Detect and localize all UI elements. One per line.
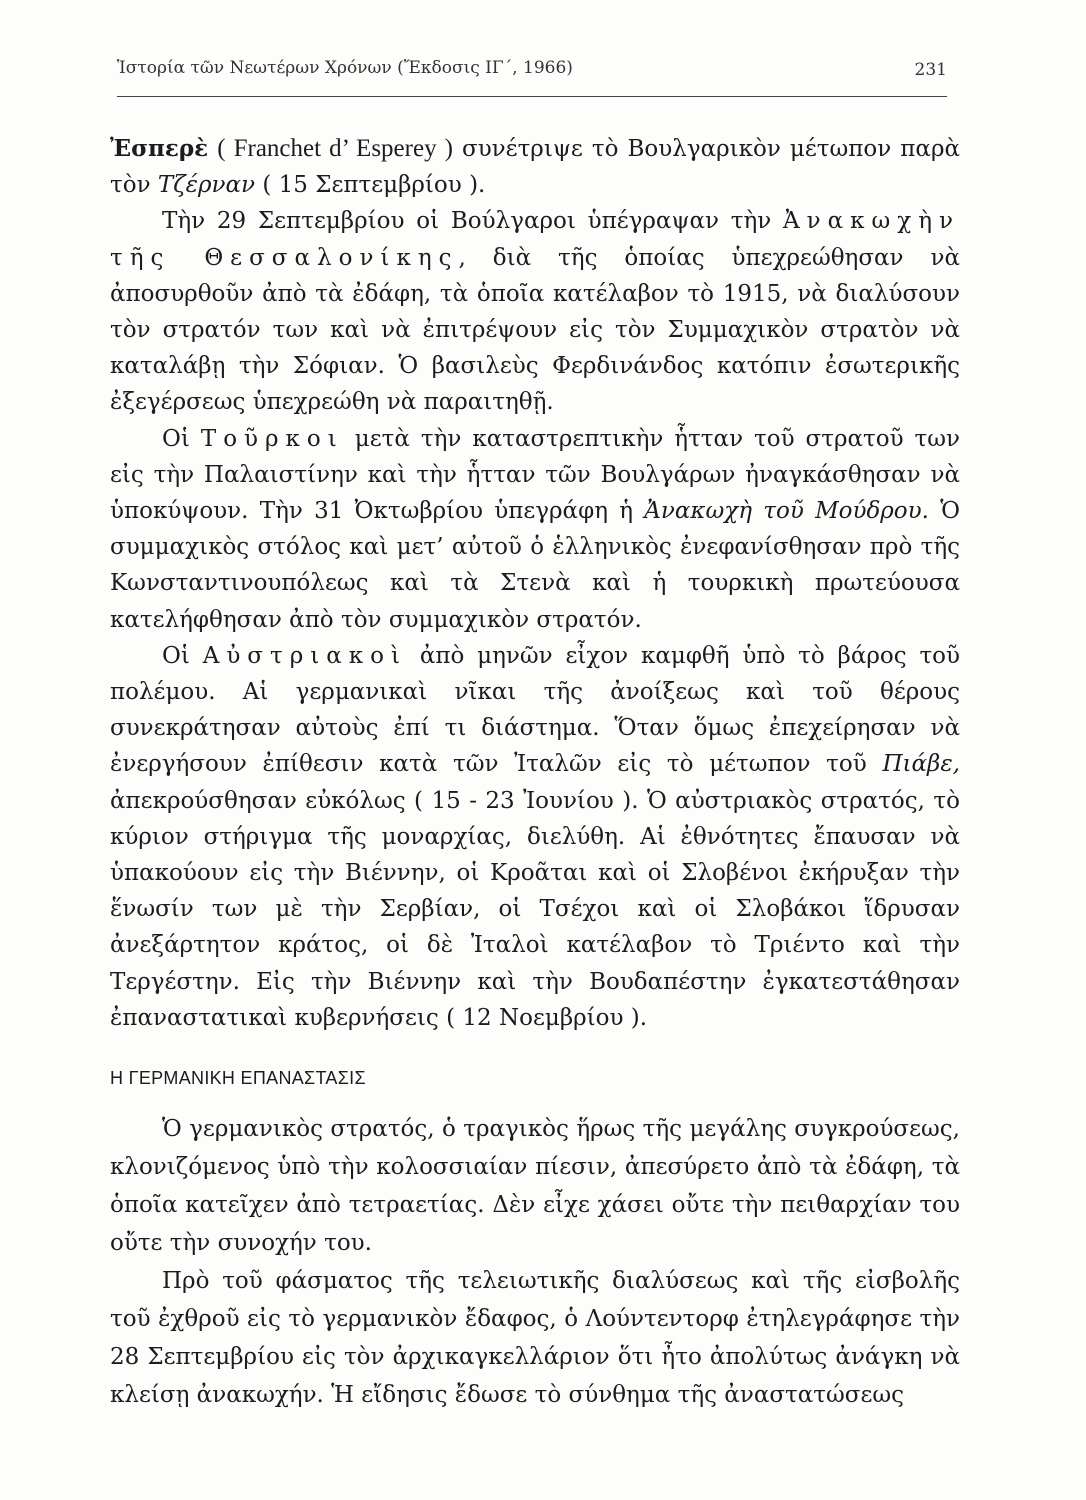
italic-place: Τζέρναν [157,172,256,199]
body-text [110,131,960,1036]
text-run: συνέτριψε τὸ Βουλγαρικὸν μέτωπον παρὰ τὸν [110,136,960,199]
paragraph: Πρὸ τοῦ φάσματος τῆς τελειωτικῆς διαλύσεως καὶ τῆς εἰσβολῆς τοῦ ἐχθροῦ εἰς τὸ γερμανικὸν ἔδαφος, ὁ Λούντεντορφ ἐτηλεγράφησε τὴν 28 Σεπτεμβρίου εἰς τὸν ἀρχικαγκελλάριον ὅτι ἦτο ἀπολύτως ἀνάγκη νὰ κλείσῃ ἀνακωχήν. Ἡ εἴδησις ἔδωσε τὸ σύνθημα τῆς ἀναστατώσεως [110,1268,960,1408]
text-run: , διὰ τῆς ὁποίας ὑπεχρεώθησαν νὰ ἀποσυρθοῦν ἀπὸ τὰ ἐδάφη, τὰ ὁποῖα κατέλαβον τὸ 1915, νὰ διαλύσουν τὸν στρατόν των καὶ νὰ ἐπιτρέψουν εἰς τὸν Συμμαχικὸν στρατὸν νὰ καταλάβῃ τὴν Σόφιαν. Ὁ βασιλεὺς Φερδινάνδος κατόπιν ἐσωτερικῆς ἐξεγέρσεως ὑπεχρεώθη νὰ παραιτηθῇ. [110,244,960,416]
text-run: Οἱ [162,425,201,452]
bold-name: Ἐσπερὲ [110,135,209,162]
text-run: Τὴν 29 Σεπτεμβρίου οἱ Βούλγαροι ὑπέγραψαν τὴν [162,208,784,235]
italic-term: Πιάβε, [882,751,960,778]
text-run: Ὁ συμμαχικὸς στόλος καὶ μετ’ αὐτοῦ ὁ ἑλληνικὸς ἐνεφανίσθησαν πρὸ τῆς Κωνσταντινουπόλεως καὶ τὰ Στενὰ καὶ ἡ τουρκικὴ πρωτεύουσα κατελήφθησαν ἀπὸ τὸν συμμαχικὸν στρατόν. [110,498,960,633]
text-run: ἀπεκρούσθησαν εὐκόλως ( 15 - 23 Ἰουνίου ). Ὁ αὐστριακὸς στρατός, τὸ κύριον στήριγμα τῆς μοναρχίας, διελύθη. Αἱ ἐθνότητες ἔπαυσαν νὰ ὑπακούουν εἰς τὴν Βιέννην, οἱ Κροᾶται καὶ οἱ Σλοβένοι ἐκήρυξαν τὴν ἕνωσίν των μὲ τὴν Σερβίαν, οἱ Τσέχοι καὶ οἱ Σλοβάκοι ἵδρυσαν ἀνεξάρτητον κράτος, οἱ δὲ Ἰταλοὶ κατέλαβον τὸ Τριέντο καὶ τὴν Τεργέστην. Εἰς τὴν Βιέννην καὶ τὴν Βουδαπέστην ἐγκατεστάθησαν ἐπαναστατικαὶ κυβερνήσεις ( 12 Νοεμβρίου ). [110,787,960,1031]
page-number: 231 [914,60,947,80]
paragraph [110,203,960,420]
spaced-term: Τοῦρκοι [200,425,344,452]
text-run: μετὰ τὴν καταστρεπτικὴν ἧτταν τοῦ στρατοῦ των εἰς τὴν Παλαιστίνην καὶ τὴν ἧτταν τῶν Βουλγάρων ἠναγκάσθησαν νὰ ὑποκύψουν. Τὴν 31 Ὀκτωβρίου ὑπεγράφη ἡ [110,425,961,525]
paragraph: Ὁ γερμανικὸς στρατός, ὁ τραγικὸς ἥρως τῆς μεγάλης συγκρούσεως, κλονιζόμενος ὑπὸ τὴν κολοσσιαίαν πίεσιν, ἀπεσύρετο ἀπὸ τὰ ἐδάφη, τὰ ὁποῖα κατεῖχεν ἀπὸ τετραετίας. Δὲν εἶχε χάσει οὔτε τὴν πειθαρχίαν του οὔτε τὴν συνοχήν του. [110,1116,960,1256]
text-run: ( 15 Σεπτεμβρίου ). [255,172,486,199]
paragraph [110,421,960,638]
paragraph [110,131,960,203]
running-head [117,58,947,78]
header-rule [117,96,947,97]
running-title: Ἱστορία τῶν Νεωτέρων Χρόνων (Ἔκδοσις ΙΓ΄, 1966) [117,58,573,78]
section-heading: Η ΓΕΡΜΑΝΙΚΗ ΕΠΑΝΑΣΤΑΣΙΣ [110,1068,366,1088]
text-run: ἀπὸ μηνῶν εἶχον καμφθῆ ὑπὸ τὸ βάρος τοῦ πολέμου. Αἱ γερμανικαὶ νῖκαι τῆς ἀνοίξεως καὶ τοῦ θέρους συνεκράτησαν αὐτοὺς ἐπί τι διάστημα. Ὅταν ὅμως ἐπεχείρησαν νὰ ἐνεργήσουν ἐπίθεσιν κατὰ τῶν Ἰταλῶν εἰς τὸ μέτωπον τοῦ [110,642,960,778]
spaced-term: Αὐστριακοὶ [202,642,408,669]
spaced-term: Ἀνακωχὴν τῆς Θεσσαλονίκης [110,208,960,271]
body-text-2 [110,1110,960,1414]
text-run: Οἱ [162,642,203,669]
paragraph [110,638,960,1036]
italic-term: Ἀνακωχὴ τοῦ Μούδρου. [644,498,929,525]
latin-name: ( Franchet d’ Esperey ) [217,135,453,162]
